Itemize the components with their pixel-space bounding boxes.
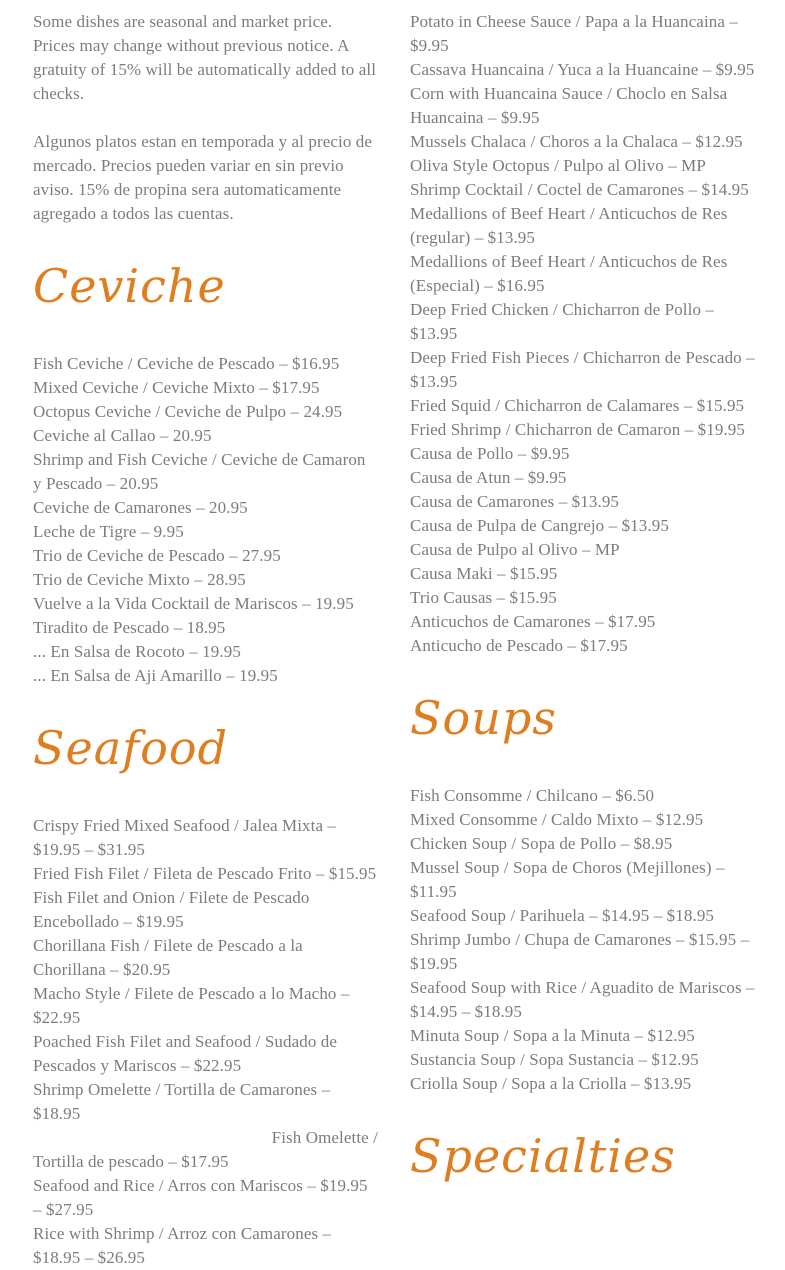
- menu-item: Anticucho de Pescado – $17.95: [410, 636, 628, 655]
- menu-item: Fried Squid / Chicharron de Calamares – $15.95: [410, 396, 745, 415]
- menu-item: Shrimp Jumbo / Chupa de Camarones – $15.95 – $19.95: [410, 930, 750, 973]
- menu-item: Trio de Ceviche de Pescado – 27.95: [33, 546, 281, 565]
- menu-item: Chicken Soup / Sopa de Pollo – $8.95: [410, 834, 673, 853]
- menu-item: Ceviche al Callao – 20.95: [33, 426, 212, 445]
- menu-section-continued: [410, 10, 755, 658]
- menu-item: Fried Fish Filet / Fileta de Pescado Frito – $15.95: [33, 864, 377, 883]
- menu-column-left: [33, 10, 378, 1267]
- section-heading-seafood: Seafood: [33, 721, 229, 775]
- section-heading-ceviche: Ceviche: [33, 259, 226, 313]
- menu-item: Mussel Soup / Sopa de Choros (Mejillones) – $11.95: [410, 858, 725, 901]
- menu-item: Causa de Pulpa de Cangrejo – $13.95: [410, 516, 669, 535]
- menu-item: Medallions of Beef Heart / Anticuchos de Res (Especial) – $16.95: [410, 252, 728, 295]
- menu-item: Causa de Atun – $9.95: [410, 468, 567, 487]
- menu-item: Poached Fish Filet and Seafood / Sudado de Pescados y Mariscos – $22.95: [33, 1032, 338, 1075]
- section-heading-soups: Soups: [410, 691, 557, 745]
- menu-column-right: [410, 10, 755, 1183]
- menu-item: Mixed Ceviche / Ceviche Mixto – $17.95: [33, 378, 320, 397]
- menu-item: Causa de Pulpo al Olivo – MP: [410, 540, 620, 559]
- menu-item: Crispy Fried Mixed Seafood / Jalea Mixta – $19.95 – $31.95: [33, 816, 337, 859]
- section-heading-specialties: Specialties: [410, 1129, 676, 1183]
- menu-item: Fish Ceviche / Ceviche de Pescado – $16.95: [33, 354, 340, 373]
- menu-item: ... En Salsa de Rocoto – 19.95: [33, 642, 241, 661]
- menu-item: Vuelve a la Vida Cocktail de Mariscos – 19.95: [33, 594, 354, 613]
- menu-item: Chorillana Fish / Filete de Pescado a la Chorillana – $20.95: [33, 936, 303, 979]
- menu-item: Rice with Shrimp / Arroz con Camarones – $18.95 – $26.95: [33, 1224, 332, 1267]
- menu-item: Fried Shrimp / Chicharron de Camaron – $19.95: [410, 420, 746, 439]
- menu-item: Octopus Ceviche / Ceviche de Pulpo – 24.95: [33, 402, 343, 421]
- menu-section-specialties: [410, 1120, 755, 1192]
- menu-item: Shrimp Cocktail / Coctel de Camarones – $14.95: [410, 180, 749, 199]
- intro-paragraph-2: Algunos platos estan en temporada y al precio de mercado. Precios pueden variar en sin previo aviso. 15% de propina sera automaticamente agregado a todos las cuentas.: [33, 132, 373, 223]
- menu-item: Trio de Ceviche Mixto – 28.95: [33, 570, 246, 589]
- menu-item: Macho Style / Filete de Pescado a lo Macho – $22.95: [33, 984, 350, 1027]
- menu-item: Deep Fried Fish Pieces / Chicharron de Pescado – $13.95: [410, 348, 755, 391]
- menu-item: Cassava Huancaina / Yuca a la Huancaine – $9.95: [410, 60, 755, 79]
- menu-item: Oliva Style Octopus / Pulpo al Olivo – MP: [410, 156, 706, 175]
- menu-item: Causa de Pollo – $9.95: [410, 444, 570, 463]
- menu-item: Seafood Soup / Parihuela – $14.95 – $18.95: [410, 906, 715, 925]
- menu-item: Shrimp and Fish Ceviche / Ceviche de Camaron y Pescado – 20.95: [33, 450, 366, 493]
- menu-item: Seafood Soup with Rice / Aguadito de Mariscos – $14.95 – $18.95: [410, 978, 755, 1021]
- menu-item: Leche de Tigre – 9.95: [33, 522, 184, 541]
- menu-section-soups: [410, 682, 755, 1096]
- menu-item: Deep Fried Chicken / Chicharron de Pollo – $13.95: [410, 300, 714, 343]
- menu-item: Potato in Cheese Sauce / Papa a la Huancaina – $9.95: [410, 12, 738, 55]
- menu-item: Seafood and Rice / Arros con Mariscos – $19.95 – $27.95: [33, 1176, 368, 1219]
- menu-section-ceviche: [33, 250, 378, 688]
- menu-item: Tiradito de Pescado – 18.95: [33, 618, 226, 637]
- menu-item: Tortilla de pescado – $17.95: [33, 1152, 229, 1171]
- menu-item: Fish Omelette /: [271, 1128, 378, 1147]
- menu-item: ... En Salsa de Aji Amarillo – 19.95: [33, 666, 278, 685]
- menu-item: Anticuchos de Camarones – $17.95: [410, 612, 656, 631]
- menu-item: Sustancia Soup / Sopa Sustancia – $12.95: [410, 1050, 699, 1069]
- menu-item: Fish Consomme / Chilcano – $6.50: [410, 786, 655, 805]
- menu-section-seafood: [33, 712, 378, 1270]
- menu-item: Corn with Huancaina Sauce / Choclo en Salsa Huancaina – $9.95: [410, 84, 728, 127]
- menu-item: Trio Causas – $15.95: [410, 588, 557, 607]
- menu-item: Shrimp Omelette / Tortilla de Camarones – $18.95: [33, 1080, 331, 1123]
- menu-item: Causa de Camarones – $13.95: [410, 492, 620, 511]
- menu-item: Mussels Chalaca / Choros a la Chalaca – $12.95: [410, 132, 743, 151]
- menu-item: Medallions of Beef Heart / Anticuchos de Res (regular) – $13.95: [410, 204, 728, 247]
- menu-item: Fish Filet and Onion / Filete de Pescado Encebollado – $19.95: [33, 888, 310, 931]
- menu-item: Mixed Consomme / Caldo Mixto – $12.95: [410, 810, 704, 829]
- menu-item: Causa Maki – $15.95: [410, 564, 558, 583]
- intro-paragraph-1: Some dishes are seasonal and market price. Prices may change without previous notice. A gratuity of 15% will be automatically added to all checks.: [33, 12, 377, 103]
- menu-item: Criolla Soup / Sopa a la Criolla – $13.95: [410, 1074, 692, 1093]
- menu-item: Ceviche de Camarones – 20.95: [33, 498, 248, 517]
- menu-item: Minuta Soup / Sopa a la Minuta – $12.95: [410, 1026, 695, 1045]
